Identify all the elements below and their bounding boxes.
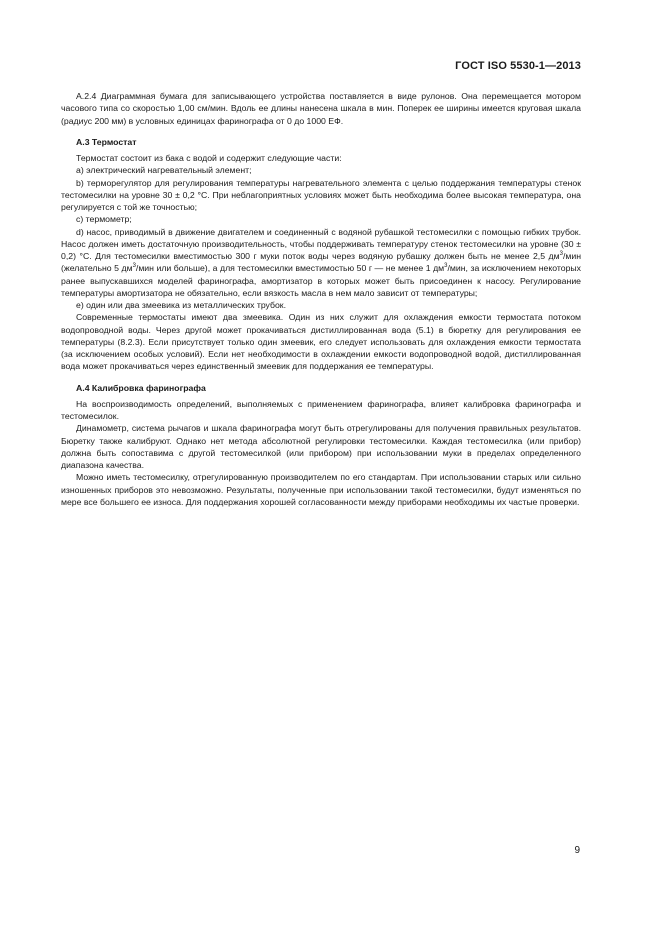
list-item-d-part2: /мин (желательно 5 дм: [61, 251, 581, 274]
list-item-d-part1: d) насос, приводимый в движение двигателем и соединенный с водяной рубашкой тестомесилки с помощью гибких трубок. Насос должен иметь достаточную производительность, чтобы поддерживать температуру стенок тестомесилки на уровне (30 ± 0,2) °С. Для тестомесилки вместимостью 300 г муки поток воды через водяную рубашку должен быть не менее 2,5 дм: [61, 226, 581, 261]
paragraph-a24: А.2.4 Диаграммная бумага для записывающего устройства поставляется в виде рулонов. Она перемещается мотором часового типа со скоростью 1,00 см/мин. Вдоль ее длины нанесена шкала в мин. Поперек ее ширины имеется круговая шкала (радиус 200 мм) в условных единицах фаринографа от 0 до 1000 ЕФ.: [61, 91, 581, 126]
list-item-e: е) один или два змеевика из металлических трубок.: [76, 300, 287, 310]
list-item-a: а) электрический нагревательный элемент;: [76, 165, 252, 176]
paragraph-modern-thermostats: Современные термостаты имеют два змеевика. Один из них служит для охлаждения емкости термостата потоком водопроводной воды. Через другой может прокачиваться дистиллированная вода (5.1) в бюретку для регулирования ее температуры (8.2.3). Если присутствует только один змеевик, его следует использовать для охлаждения емкости термостата (за исключением особых условий). Если нет необходимости в охлаждении емкости водопроводной водой, дистиллированная вода может прокачиваться через единственный змеевик для поддержания ее температуры.: [61, 312, 581, 372]
list-item-d: [61, 226, 581, 300]
section-heading-a4: А.4 Калибровка фаринографа: [76, 382, 206, 393]
list-item-c: с) термометр;: [76, 214, 132, 225]
paragraph-a4-2: Динамометр, система рычагов и шкала фаринографа могут быть отрегулированы для получения правильных результатов. Бюретку также калибруют. Однако нет метода абсолютной регулировки тестомесилки. Каждая тестомесилка (или прибор) должна быть сопоставима с другой тестомесилкой (или прибором) при использовании муки в пределах определенного диапазона качества.: [61, 423, 581, 470]
paragraph-a4-1: На воспроизводимость определений, выполняемых с применением фаринографа, влияет калибровка фаринографа и тестомесилок.: [61, 398, 581, 421]
document-body: [61, 90, 581, 508]
paragraph-a4-3: Можно иметь тестомесилку, отрегулированную производителем по его стандартам. При использовании старых или сильно изношенных приборов это невозможно. Результаты, полученные при использовании такой тестомесилки, будут изменяться по мере все большего ее износа. Для поддержания хорошей согласованности между приборами необходимы их частые проверки.: [61, 472, 581, 507]
document-code: ГОСТ ISO 5530-1—2013: [455, 60, 581, 72]
list-item-d-part3: /мин или больше), а для тестомесилки вместимостью 50 г — не менее 1 дм: [135, 263, 445, 274]
list-item-b: b) терморегулятор для регулирования температуры нагревательного элемента с целью поддержания температуры стенок тестомесилки на уровне 30 ± 0,2 °С. При неблагоприятных условиях может быть необходима более высокая температура, она регулируется с той же точностью;: [61, 177, 581, 212]
superscript: 3: [559, 251, 563, 258]
paragraph-a3-intro: Термостат состоит из бака с водой и содержит следующие части:: [76, 153, 342, 163]
section-heading-a3: А.3 Термостат: [76, 136, 137, 147]
superscript: 3: [132, 263, 136, 270]
superscript: 3: [444, 263, 448, 270]
page-number: 9: [574, 845, 580, 856]
list-item-d-part4: /мин, за исключением некоторых ранее выпускавшихся моделей фаринографа, амортизатор в которых может быть присоединен к насосу. Регулирование температуры амортизатора не обязательно, если вязкость масла в нем мало зависит от температуры;: [61, 263, 581, 298]
